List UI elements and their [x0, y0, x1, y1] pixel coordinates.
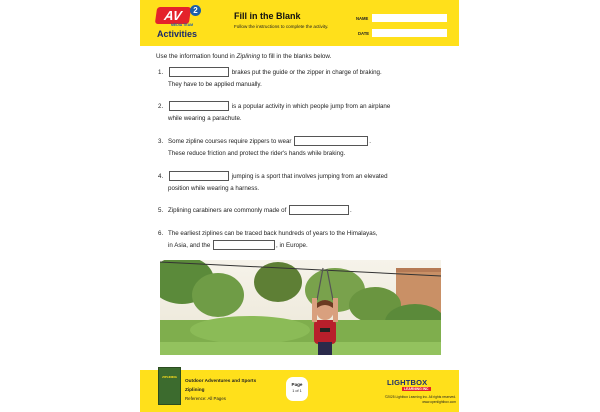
- website-text: www.openlightbox.com: [422, 400, 456, 404]
- question-number: 1.: [158, 69, 164, 76]
- reference-text: Reference: All Pages: [185, 396, 227, 401]
- page-title: Fill in the Blank: [234, 11, 301, 21]
- question-number: 2.: [158, 103, 164, 110]
- question-text: jumping is a sport that involves jumping from an elevated: [230, 173, 388, 180]
- question-text-end: .: [350, 207, 352, 214]
- question-2: [158, 101, 390, 125]
- lightbox-logo-sub: LEARNING INC: [404, 387, 429, 391]
- question-text-line2: position while wearing a harness.: [168, 185, 260, 192]
- answer-blank-6[interactable]: [213, 240, 275, 250]
- lightbox-logo: LIGHTBOX: [387, 378, 428, 387]
- question-text-line2: These reduce friction and protect the rider's hands while braking.: [168, 150, 346, 157]
- photo-illustration: [160, 260, 441, 355]
- question-4: [158, 171, 388, 195]
- name-label: NAME: [356, 16, 369, 21]
- series-title: Outdoor Adventures and Sports: [185, 378, 257, 383]
- answer-blank-5[interactable]: [289, 205, 349, 215]
- question-text: Ziplining carabiners are commonly made of: [168, 207, 289, 214]
- answer-blank-1[interactable]: [169, 67, 229, 77]
- page-value: 1 of 1: [292, 389, 302, 393]
- ziplining-photo: [160, 260, 441, 355]
- book-cover: [158, 367, 181, 405]
- name-field[interactable]: [372, 14, 447, 22]
- question-text: brakes put the guide or the zipper in charge of braking.: [230, 69, 382, 76]
- question-3: [158, 136, 371, 160]
- page-label: Page: [291, 382, 303, 387]
- answer-blank-4[interactable]: [169, 171, 229, 181]
- instructions-after: to fill in the blanks below.: [259, 53, 332, 60]
- date-label: DATE: [358, 31, 370, 36]
- question-text-end: , in Europe.: [276, 242, 308, 249]
- answer-blank-2[interactable]: [169, 101, 229, 111]
- copyright-block: [372, 395, 456, 405]
- question-text-end: .: [369, 138, 371, 145]
- logo-text: AV: [163, 8, 183, 23]
- question-text-line2: in Asia, and the: [168, 242, 213, 249]
- book-title: Ziplining: [185, 387, 205, 392]
- copyright-text: ©2025 Lightbox Learning Inc. All rights reserved.: [384, 395, 456, 399]
- instructions: [156, 53, 331, 60]
- question-text: The earliest ziplines can be traced back hundreds of years to the Himalayas,: [168, 230, 378, 237]
- page-subtitle: Follow the instructions to complete the activity.: [234, 24, 329, 29]
- question-5: [158, 205, 352, 217]
- book-cover-title: ZIPLINING: [162, 375, 177, 379]
- footer-bar: [140, 370, 459, 412]
- question-text: is a popular activity in which people jump from an airplane: [230, 103, 391, 110]
- question-number: 3.: [158, 138, 164, 145]
- answer-blank-3[interactable]: [294, 136, 368, 146]
- logo-tagline: MEDIA TEAM: [171, 23, 194, 27]
- logo-mark: [155, 7, 191, 24]
- question-number: 6.: [158, 230, 164, 237]
- instructions-before: Use the information found in: [156, 53, 237, 60]
- question-6: [158, 228, 377, 252]
- header-bar: [140, 0, 459, 46]
- question-text-line2: They have to be applied manually.: [168, 81, 262, 88]
- question-text: Some zipline courses require zippers to wear: [168, 138, 294, 145]
- av2-logo: [149, 7, 205, 41]
- question-number: 5.: [158, 207, 164, 214]
- question-text-line2: while wearing a parachute.: [168, 115, 242, 122]
- logo-superscript: 2: [190, 5, 201, 16]
- date-field[interactable]: [372, 29, 447, 37]
- instructions-book-title: Ziplining: [236, 53, 260, 60]
- question-number: 4.: [158, 173, 164, 180]
- logo-section-label: Activities: [156, 29, 198, 39]
- page-indicator: [286, 377, 308, 401]
- worksheet-sheet: [140, 0, 459, 412]
- question-1: [158, 67, 382, 91]
